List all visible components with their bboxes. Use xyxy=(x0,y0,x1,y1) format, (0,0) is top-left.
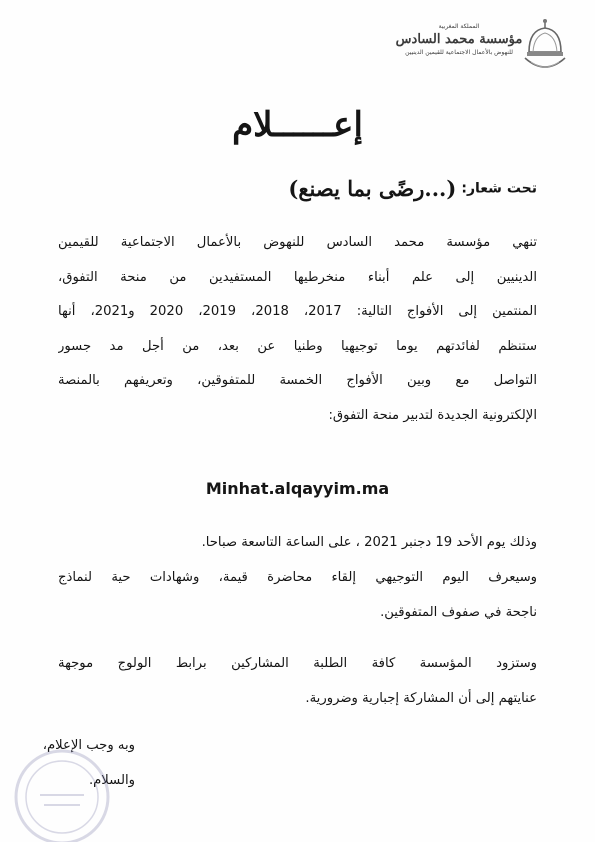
closing-salutation: والسلام. xyxy=(88,773,135,788)
paragraph-announcement xyxy=(58,226,537,433)
text-line: ناجحة في صفوف المتفوقين. xyxy=(380,604,537,620)
text-line: وسيعرف اليوم التوجيهي إلقاء محاضرة قيمة، وشهادات حية لنماذج xyxy=(58,570,537,585)
faded-stamp-icon xyxy=(0,735,112,842)
slogan xyxy=(288,176,537,201)
logo-line-foundation: مؤسسة محمد السادس xyxy=(395,32,523,47)
slogan-label: تحت شعار: xyxy=(461,180,537,197)
text-line: المنتمين إلى الأفواج التالية: 2017، 2018، 2019، 2020 و2021، أنها xyxy=(58,304,537,319)
slogan-motto: (...رضًى بما يصنع) xyxy=(288,176,457,201)
mosque-dome-icon xyxy=(521,18,569,76)
closing-line: وبه وجب الإعلام، xyxy=(42,738,135,753)
text-line: عنايتهم إلى أن المشاركة إجبارية وضرورية. xyxy=(305,690,537,706)
text-line: الإلكترونية الجديدة لتدبير منحة التفوق: xyxy=(328,407,537,423)
page-title: إعــــــلام xyxy=(232,105,363,145)
text-line: الدينيين إلى علم أبناء منخرطيها المستفيدين من منحة التفوق، xyxy=(58,269,537,285)
text-line: ستنظم لفائدتهم يوما توجيهيا وطنيا عن بعد، من أجل مد جسور xyxy=(58,338,537,354)
text-line: وستزود المؤسسة كافة الطلبة المشاركين برابط الولوج موجهة xyxy=(58,656,537,671)
paragraph-access xyxy=(58,647,537,716)
platform-link[interactable]: Minhat.alqayyim.ma xyxy=(205,479,390,498)
logo-line-kingdom: المملكة المغربية xyxy=(438,23,480,30)
logo-text xyxy=(395,22,523,57)
letterhead xyxy=(395,18,570,78)
logo-line-subtitle: للنهوض بالأعمال الاجتماعية للقيمين الدينيين xyxy=(405,49,513,56)
text-line: وذلك يوم الأحد 19 دجنبر 2021 ، على الساعة التاسعة صباحا. xyxy=(201,535,537,550)
paragraph-date xyxy=(58,526,537,561)
text-line: تنهي مؤسسة محمد السادس للنهوض بالأعمال الاجتماعية للقيمين xyxy=(58,235,537,250)
paragraph-program xyxy=(58,561,537,630)
text-line: التواصل مع وبين الأفواج الخمسة للمتفوقين، وتعريفهم بالمنصة xyxy=(58,373,537,388)
